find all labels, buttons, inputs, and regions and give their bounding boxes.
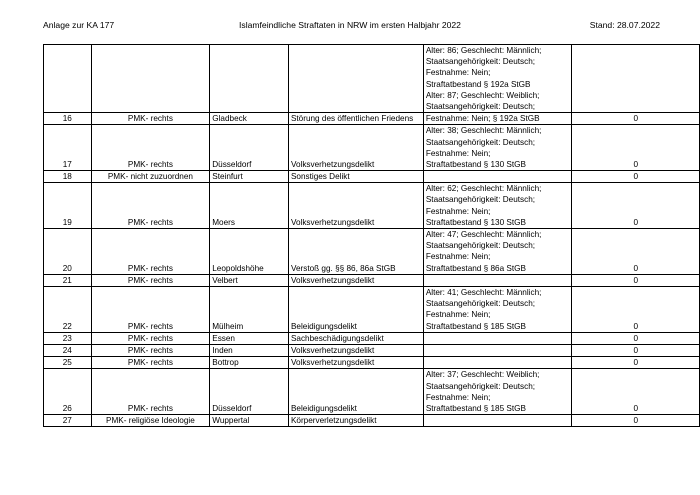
cell-count: 0 xyxy=(572,415,700,427)
header-left: Anlage zur KA 177 xyxy=(43,20,115,30)
cell-number: 23 xyxy=(44,332,92,344)
cell-location: Gladbeck xyxy=(210,113,289,125)
suspect-info-line: Alter: 41; Geschlecht: Männlich; xyxy=(425,287,542,297)
cell-phenomenon: PMK- rechts xyxy=(91,286,210,332)
suspect-info-line: Alter: 87; Geschlecht: Weiblich; xyxy=(425,90,540,100)
cell-suspect-info xyxy=(423,274,572,286)
cell-phenomenon: PMK- rechts xyxy=(91,125,210,171)
cell-count: 0 xyxy=(572,344,700,356)
table-row xyxy=(44,369,700,415)
cell-count: 0 xyxy=(572,125,700,171)
table-row xyxy=(44,415,700,427)
cell-phenomenon: PMK- rechts xyxy=(91,229,210,275)
cell-number: 22 xyxy=(44,286,92,332)
cell-location: Wuppertal xyxy=(210,415,289,427)
cell-count xyxy=(572,45,700,113)
table-row xyxy=(44,113,700,125)
suspect-info-line: Festnahme: Nein; xyxy=(425,392,491,402)
cell-location xyxy=(210,45,289,113)
suspect-info-line: Alter: 62; Geschlecht: Männlich; xyxy=(425,184,542,194)
cell-offense: Körperverletzungsdelikt xyxy=(288,415,423,427)
cell-location: Moers xyxy=(210,183,289,229)
cell-suspect-info xyxy=(423,183,572,229)
cell-phenomenon: PMK- rechts xyxy=(91,357,210,369)
cell-suspect-info xyxy=(423,125,572,171)
cell-location: Essen xyxy=(210,332,289,344)
cell-phenomenon xyxy=(91,45,210,113)
cell-location: Leopoldshöhe xyxy=(210,229,289,275)
cell-number: 20 xyxy=(44,229,92,275)
suspect-info-line: Festnahme: Nein; § 192a StGB xyxy=(425,114,540,124)
table-row xyxy=(44,125,700,171)
cell-offense: Volksverhetzungsdelikt xyxy=(288,125,423,171)
cell-count: 0 xyxy=(572,171,700,183)
cell-offense: Beleidigungsdelikt xyxy=(288,369,423,415)
cell-location: Bottrop xyxy=(210,357,289,369)
cell-number: 19 xyxy=(44,183,92,229)
cell-suspect-info xyxy=(423,171,572,183)
cell-offense xyxy=(288,45,423,113)
cell-location: Inden xyxy=(210,344,289,356)
suspect-info-line: Straftatbestand § 192a StGB xyxy=(425,79,531,89)
cell-number: 21 xyxy=(44,274,92,286)
suspect-info-line: Alter: 47; Geschlecht: Männlich; xyxy=(425,230,542,240)
cell-location: Düsseldorf xyxy=(210,369,289,415)
cell-offense: Volksverhetzungsdelikt xyxy=(288,357,423,369)
cell-phenomenon: PMK- rechts xyxy=(91,183,210,229)
cell-offense: Verstoß gg. §§ 86, 86a StGB xyxy=(288,229,423,275)
cell-count: 0 xyxy=(572,274,700,286)
table-row-continuation xyxy=(44,45,700,113)
suspect-info-line: Straftatbestand § 86a StGB xyxy=(425,263,526,273)
suspect-info-line: Straftatbestand § 185 StGB xyxy=(425,403,526,413)
cell-suspect-info xyxy=(423,332,572,344)
suspect-info-line: Festnahme: Nein; xyxy=(425,252,491,262)
table-row xyxy=(44,332,700,344)
cell-phenomenon: PMK- rechts xyxy=(91,113,210,125)
suspect-info-line: Festnahme: Nein; xyxy=(425,148,491,158)
cell-number: 27 xyxy=(44,415,92,427)
cell-number: 26 xyxy=(44,369,92,415)
table-row xyxy=(44,274,700,286)
cell-phenomenon: PMK- rechts xyxy=(91,369,210,415)
cell-number: 24 xyxy=(44,344,92,356)
cell-offense: Störung des öffentlichen Friedens xyxy=(288,113,423,125)
cell-count: 0 xyxy=(572,357,700,369)
cell-suspect-info xyxy=(423,229,572,275)
cell-offense: Beleidigungsdelikt xyxy=(288,286,423,332)
cell-number: 18 xyxy=(44,171,92,183)
table-body xyxy=(44,45,700,427)
cell-suspect-info xyxy=(423,369,572,415)
suspect-info-line: Alter: 38; Geschlecht: Männlich; xyxy=(425,126,542,136)
suspect-info-line: Staatsangehörigkeit: Deutsch; xyxy=(425,101,536,111)
suspect-info-line: Staatsangehörigkeit: Deutsch; xyxy=(425,299,536,309)
table-row xyxy=(44,286,700,332)
cell-count: 0 xyxy=(572,286,700,332)
cell-location: Mülheim xyxy=(210,286,289,332)
cell-phenomenon: PMK- rechts xyxy=(91,332,210,344)
cell-suspect-info xyxy=(423,286,572,332)
cell-suspect-info xyxy=(423,45,572,113)
status-date: Stand: 28.07.2022 xyxy=(589,20,660,30)
cell-offense: Sonstiges Delikt xyxy=(288,171,423,183)
cell-location: Düsseldorf xyxy=(210,125,289,171)
suspect-info-line: Staatsangehörigkeit: Deutsch; xyxy=(425,137,536,147)
suspect-info-line: Alter: 86; Geschlecht: Männlich; xyxy=(425,46,542,55)
document-title: Islamfeindliche Straftaten in NRW im ersten Halbjahr 2022 xyxy=(239,20,461,30)
table-row xyxy=(44,344,700,356)
cell-suspect-info xyxy=(423,415,572,427)
cell-phenomenon: PMK- rechts xyxy=(91,344,210,356)
table-row xyxy=(44,229,700,275)
cell-offense: Volksverhetzungsdelikt xyxy=(288,183,423,229)
cell-count: 0 xyxy=(572,183,700,229)
cell-offense: Volksverhetzungsdelikt xyxy=(288,344,423,356)
cell-count: 0 xyxy=(572,229,700,275)
cell-count: 0 xyxy=(572,332,700,344)
cell-number: 17 xyxy=(44,125,92,171)
suspect-info-line: Alter: 37; Geschlecht: Weiblich; xyxy=(425,370,540,380)
cell-suspect-info xyxy=(423,357,572,369)
cell-number: 16 xyxy=(44,113,92,125)
suspect-info-line: Straftatbestand § 130 StGB xyxy=(425,159,526,169)
table-row xyxy=(44,171,700,183)
table-row xyxy=(44,357,700,369)
table-row xyxy=(44,183,700,229)
cell-count: 0 xyxy=(572,369,700,415)
cell-phenomenon: PMK- religiöse Ideologie xyxy=(91,415,210,427)
cell-suspect-info xyxy=(423,113,572,125)
cell-location: Steinfurt xyxy=(210,171,289,183)
suspect-info-line: Staatsangehörigkeit: Deutsch; xyxy=(425,241,536,251)
cell-number: 25 xyxy=(44,357,92,369)
suspect-info-line: Festnahme: Nein; xyxy=(425,68,491,78)
cell-number xyxy=(44,45,92,113)
suspect-info-line: Straftatbestand § 185 StGB xyxy=(425,321,526,331)
cell-offense: Sachbeschädigungsdelikt xyxy=(288,332,423,344)
cell-phenomenon: PMK- rechts xyxy=(91,274,210,286)
suspect-info-line: Staatsangehörigkeit: Deutsch; xyxy=(425,381,536,391)
suspect-info-line: Straftatbestand § 130 StGB xyxy=(425,217,526,227)
cell-offense: Volksverhetzungsdelikt xyxy=(288,274,423,286)
cell-suspect-info xyxy=(423,344,572,356)
suspect-info-line: Festnahme: Nein; xyxy=(425,310,491,320)
cell-phenomenon: PMK- nicht zuzuordnen xyxy=(91,171,210,183)
suspect-info-line: Staatsangehörigkeit: Deutsch; xyxy=(425,195,536,205)
suspect-info-line: Festnahme: Nein; xyxy=(425,206,491,216)
cell-location: Velbert xyxy=(210,274,289,286)
cell-count: 0 xyxy=(572,113,700,125)
suspect-info-line: Staatsangehörigkeit: Deutsch; xyxy=(425,57,536,67)
offense-table xyxy=(43,44,700,427)
